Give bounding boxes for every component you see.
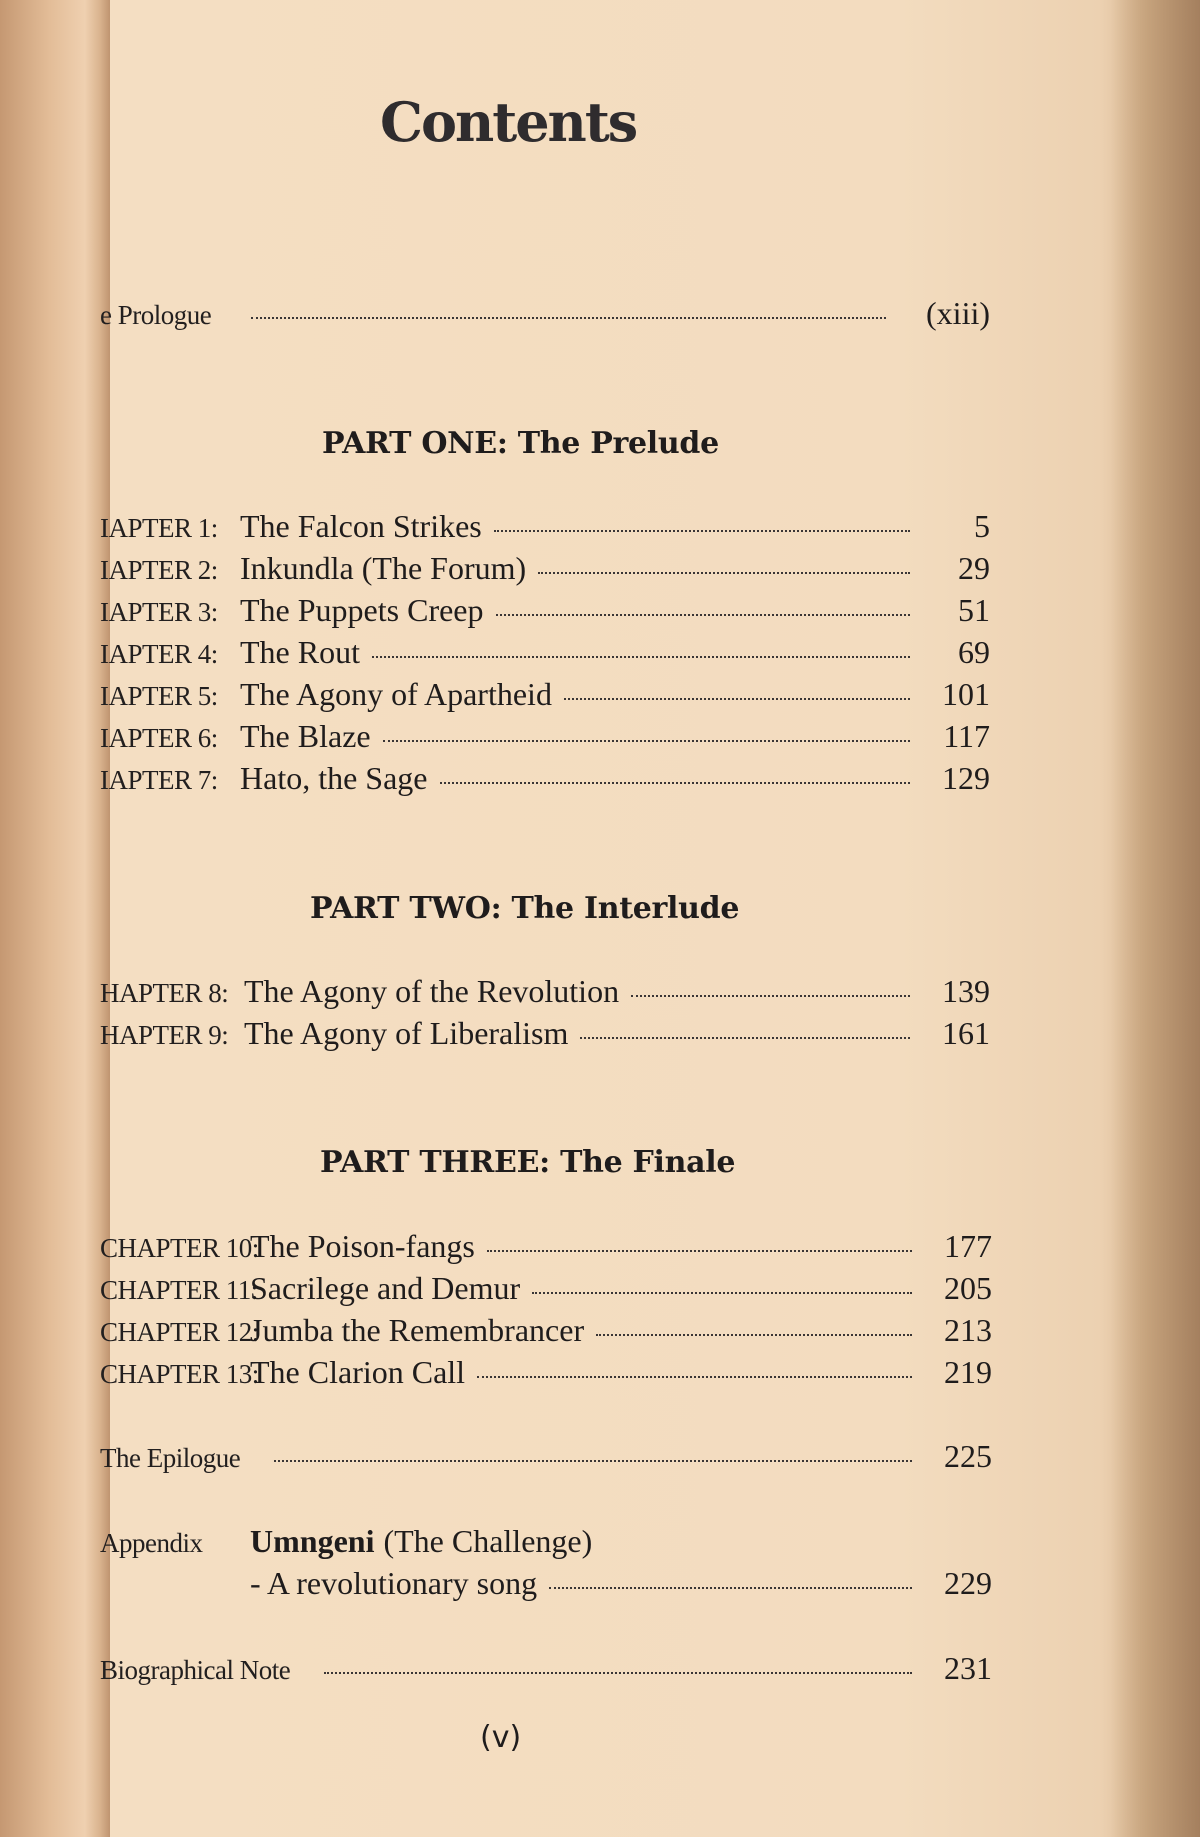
appendix-title-bold: Umngeni xyxy=(250,1523,375,1559)
page-edge-shadow xyxy=(1110,0,1200,1837)
chapter-title: Inkundla (The Forum) xyxy=(240,550,527,586)
leader-dots xyxy=(549,1587,912,1589)
chapter-page: 205 xyxy=(944,1270,992,1306)
chapter-label: IAPTER 3: xyxy=(100,597,218,627)
toc-chapter-row xyxy=(100,1354,992,1394)
book-spine-gutter xyxy=(0,0,110,1837)
chapter-page: 69 xyxy=(958,634,990,670)
chapter-title: Hato, the Sage xyxy=(240,760,428,796)
leader-dots xyxy=(440,782,911,784)
toc-prologue xyxy=(100,295,990,335)
chapter-label: IAPTER 4: xyxy=(100,639,218,669)
chapter-label: CHAPTER 10: xyxy=(100,1233,259,1263)
chapter-label: CHAPTER 11: xyxy=(100,1275,258,1305)
leader-dots xyxy=(383,740,910,742)
toc-prologue-page: (xiii) xyxy=(926,295,990,331)
leader-dots xyxy=(532,1292,912,1294)
chapter-title: The Agony of Apartheid xyxy=(240,676,552,712)
chapter-page: 5 xyxy=(974,508,990,544)
toc-appendix-label: Appendix xyxy=(100,1528,203,1558)
toc-chapter-row xyxy=(100,634,990,674)
toc-chapter-row xyxy=(100,1015,990,1055)
part-three-heading: PART THREE: The Finale xyxy=(320,1145,736,1180)
chapter-title: Sacrilege and Demur xyxy=(250,1270,521,1306)
toc-chapter-row xyxy=(100,760,990,800)
chapter-label: IAPTER 2: xyxy=(100,555,218,585)
chapter-title: The Agony of the Revolution xyxy=(244,973,620,1009)
chapter-page: 177 xyxy=(944,1228,992,1264)
toc-chapter-row xyxy=(100,550,990,590)
leader-dots xyxy=(496,614,911,616)
chapter-title: The Agony of Liberalism xyxy=(244,1015,569,1051)
leader-dots xyxy=(324,1672,912,1674)
leader-dots xyxy=(494,530,910,532)
part-two-heading: PART TWO: The Interlude xyxy=(310,891,740,926)
chapter-page: 129 xyxy=(942,760,990,796)
chapter-title: The Falcon Strikes xyxy=(240,508,482,544)
chapter-title: The Rout xyxy=(240,634,360,670)
chapter-title: The Blaze xyxy=(240,718,371,754)
chapter-page: 117 xyxy=(943,718,990,754)
chapter-label: IAPTER 6: xyxy=(100,723,218,753)
chapter-page: 139 xyxy=(942,973,990,1009)
chapter-page: 101 xyxy=(942,676,990,712)
leader-dots xyxy=(251,317,886,319)
chapter-label: CHAPTER 12: xyxy=(100,1317,259,1347)
leader-dots xyxy=(487,1250,912,1252)
chapter-label: IAPTER 7: xyxy=(100,765,218,795)
chapter-label: HAPTER 8: xyxy=(100,978,229,1008)
chapter-title: The Puppets Creep xyxy=(240,592,484,628)
leader-dots xyxy=(538,572,910,574)
toc-chapter-row xyxy=(100,718,990,758)
chapter-page: 213 xyxy=(944,1312,992,1348)
toc-biographical-note xyxy=(100,1650,992,1690)
page-title: Contents xyxy=(380,90,637,154)
toc-epilogue xyxy=(100,1438,992,1478)
chapter-title: The Clarion Call xyxy=(250,1354,466,1390)
toc-chapter-row xyxy=(100,592,990,632)
toc-epilogue-page: 225 xyxy=(944,1438,992,1474)
leader-dots xyxy=(631,995,910,997)
part-one-heading: PART ONE: The Prelude xyxy=(322,426,719,461)
chapter-page: 51 xyxy=(958,592,990,628)
toc-appendix-page: 229 xyxy=(944,1565,992,1601)
toc-appendix xyxy=(100,1523,992,1563)
chapter-page: 219 xyxy=(944,1354,992,1390)
chapter-title: The Poison-fangs xyxy=(250,1228,475,1264)
toc-prologue-label: e Prologue xyxy=(100,300,212,330)
leader-dots xyxy=(477,1376,912,1378)
toc-chapter-row xyxy=(100,676,990,716)
appendix-title-rest: (The Challenge) xyxy=(383,1523,593,1559)
toc-chapter-row xyxy=(100,1270,992,1310)
leader-dots xyxy=(274,1460,912,1462)
toc-epilogue-label: The Epilogue xyxy=(100,1443,241,1473)
appendix-subtitle: - A revolutionary song xyxy=(250,1565,538,1601)
leader-dots xyxy=(596,1334,912,1336)
chapter-label: HAPTER 9: xyxy=(100,1020,229,1050)
toc-chapter-row xyxy=(100,508,990,548)
toc-biographical-label: Biographical Note xyxy=(100,1655,291,1685)
toc-biographical-page: 231 xyxy=(944,1650,992,1686)
toc-chapter-row xyxy=(100,1228,992,1268)
chapter-page: 29 xyxy=(958,550,990,586)
leader-dots xyxy=(372,656,910,658)
chapter-label: CHAPTER 13: xyxy=(100,1359,259,1389)
chapter-label: IAPTER 5: xyxy=(100,681,218,711)
leader-dots xyxy=(564,698,910,700)
chapter-page: 161 xyxy=(942,1015,990,1051)
page-number-folio: (v) xyxy=(480,1720,522,1755)
toc-chapter-row xyxy=(100,973,990,1013)
toc-chapter-row xyxy=(100,1312,992,1352)
leader-dots xyxy=(580,1037,910,1039)
toc-appendix-sub xyxy=(250,1565,992,1605)
chapter-title: Jumba the Remembrancer xyxy=(250,1312,585,1348)
chapter-label: IAPTER 1: xyxy=(100,513,218,543)
